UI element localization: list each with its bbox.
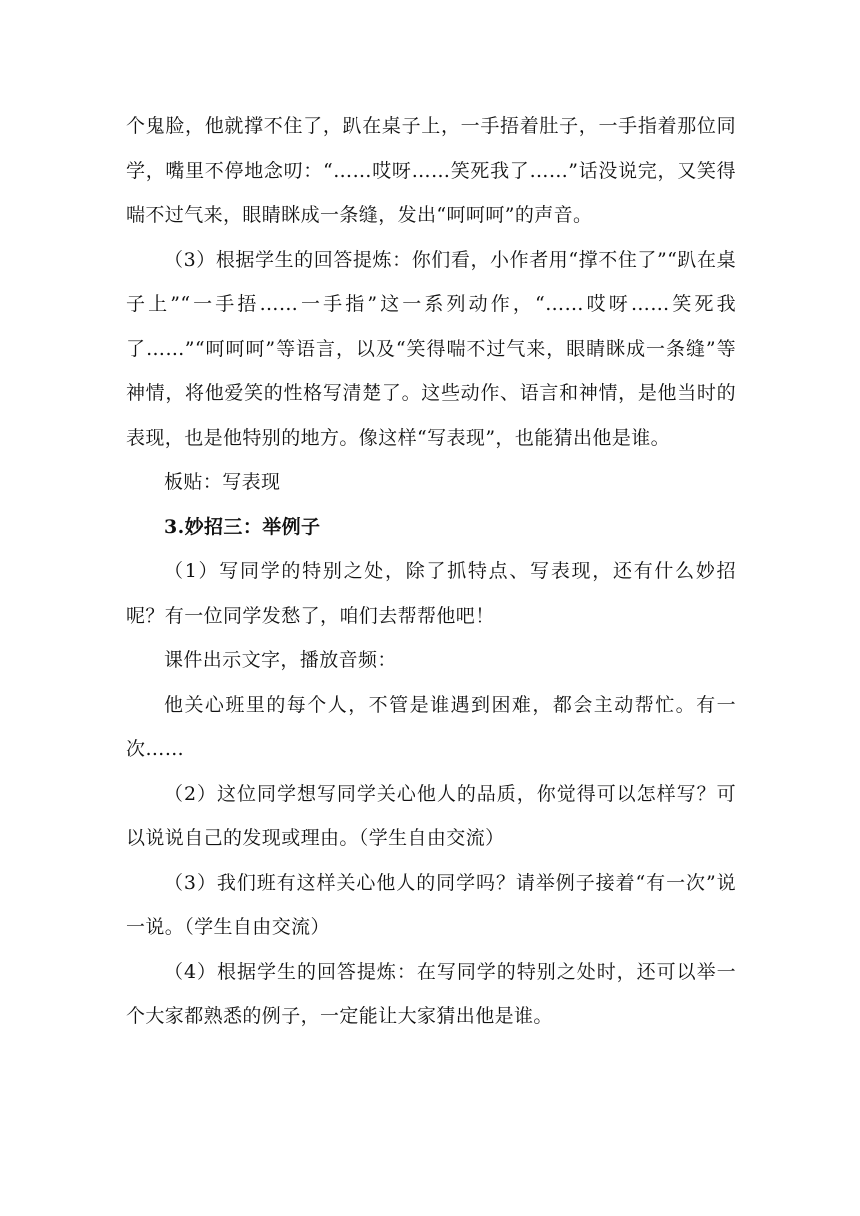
document-body	[126, 104, 736, 1039]
paragraph-example-text: 他关心班里的每个人，不管是谁遇到困难，都会主动帮忙。有一次……	[126, 693, 736, 760]
paragraph-step-4-summary: （4）根据学生的回答提炼：在写同学的特别之处时，还可以举一个大家都熟悉的例子，一定能让大家猜出他是谁。	[126, 960, 736, 1027]
paragraph-step-3-summary: （3）根据学生的回答提炼：你们看，小作者用“撑不住了”“趴在桌子上”“一手捂……一手指”这一系列动作，“……哎呀……笑死我了……”“呵呵呵”等语言，以及“笑得喘不过气来，眼睛眯成一条缝”等神情，将他爱笑的性格写清楚了。这些动作、语言和神情，是他当时的表现，也是他特别的地方。像这样“写表现”，也能猜出他是谁。	[126, 248, 736, 449]
paragraph-board-note: 板贴：写表现	[164, 471, 281, 493]
paragraph-step-1-question: （1）写同学的特别之处，除了抓特点、写表现，还有什么妙招呢？有一位同学发愁了，咱们去帮帮他吧！	[126, 560, 736, 627]
paragraph-step-3-example: （3）我们班有这样关心他人的同学吗？请举例子接着“有一次”说一说。（学生自由交流）	[126, 871, 736, 938]
section-heading-trick-three: 3.妙招三：举例子	[164, 515, 321, 538]
paragraph-step-2-discussion: （2）这位同学想写同学关心他人的品质，你觉得可以怎样写？可以说说自己的发现或理由。（学生自由交流）	[126, 782, 736, 849]
paragraph-courseware-note: 课件出示文字，播放音频：	[164, 649, 397, 671]
paragraph-continued-story: 个鬼脸，他就撑不住了，趴在桌子上，一手捂着肚子，一手指着那位同学，嘴里不停地念叨：“……哎呀……笑死我了……”话没说完，又笑得喘不过气来，眼睛眯成一条缝，发出“呵呵呵”的声音。	[126, 115, 736, 226]
